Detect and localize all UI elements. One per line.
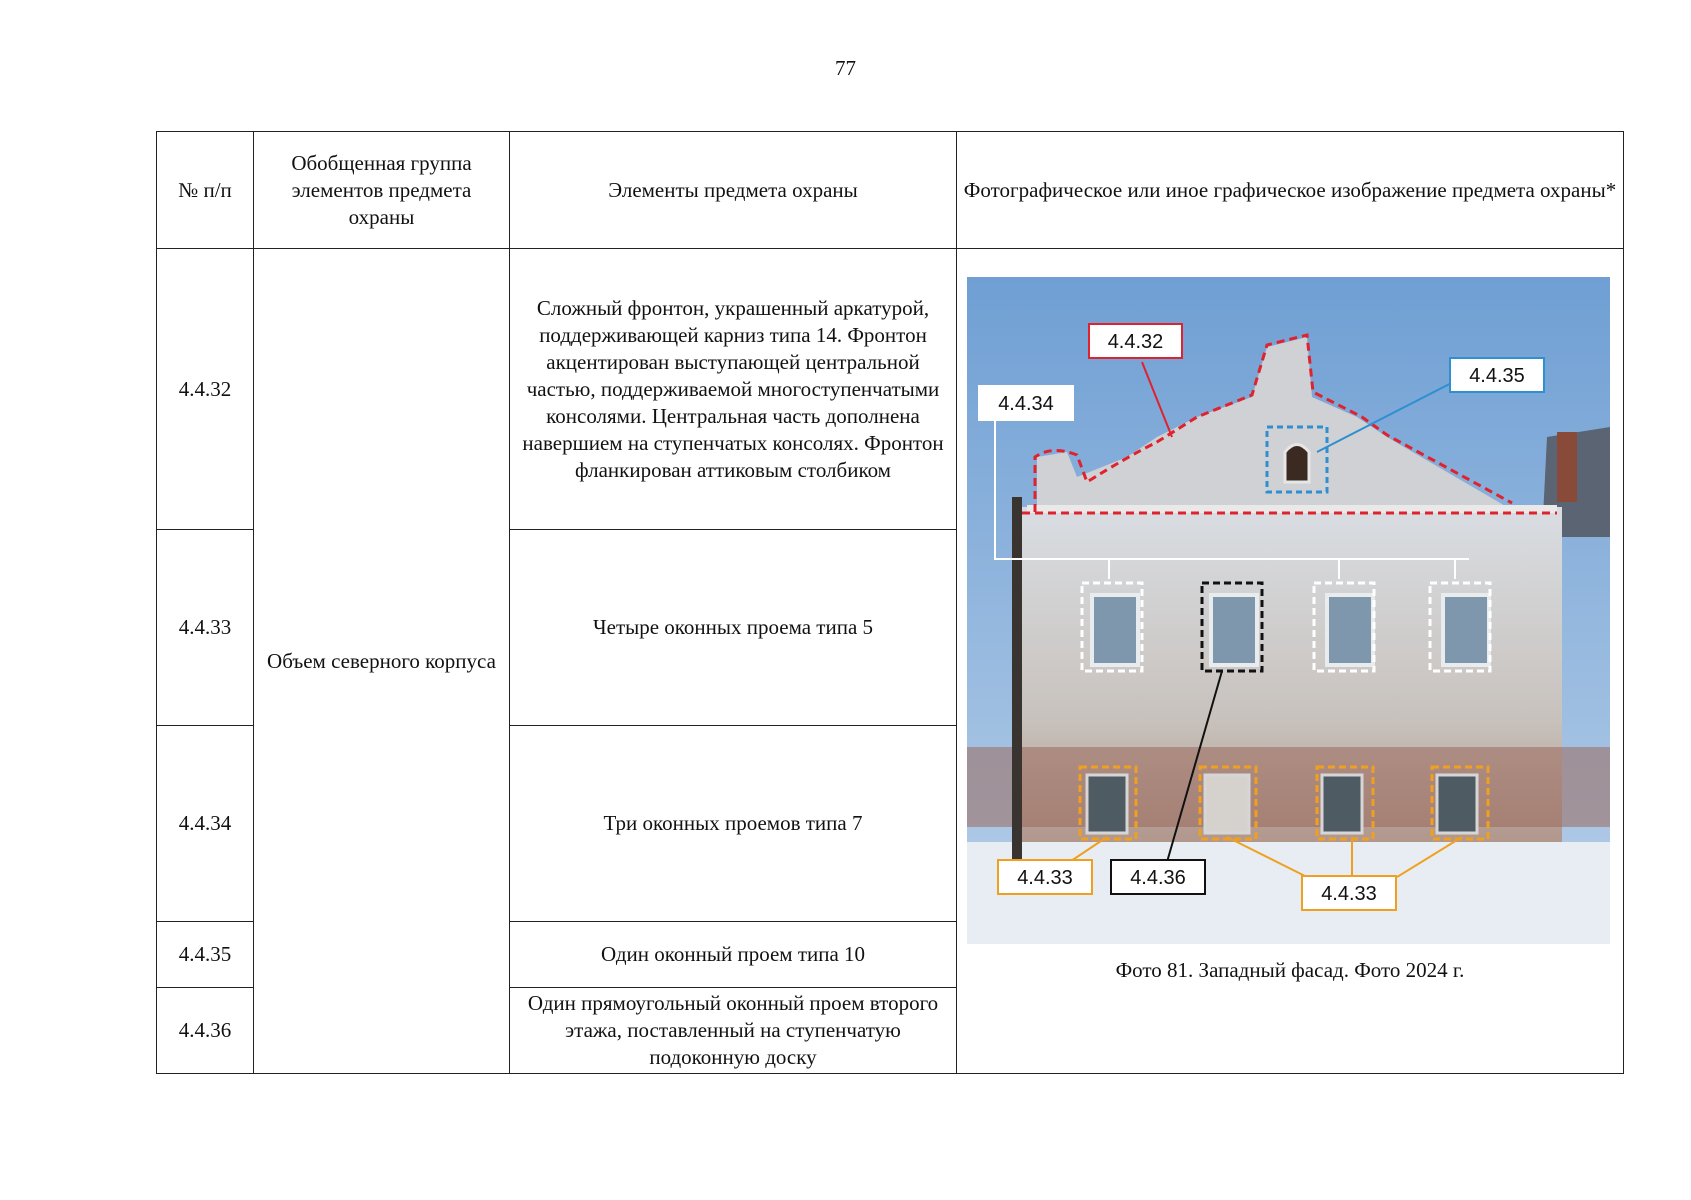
callout-red: 4.4.32 (1088, 323, 1183, 359)
row-number: 4.4.34 (157, 726, 254, 922)
protection-table (156, 131, 1624, 1074)
row-element: Сложный фронтон, украшенный аркатурой, поддерживающей карниз типа 14. Фронтон акцентирован выступающей центральной частью, поддерживаемой многоступенчатыми консолями. Центральная часть дополнена навершием на ступенчатых консолях. Фронтон фланкирован аттиковым столбиком (510, 249, 957, 530)
header-group: Обобщенная группа элементов предмета охраны (254, 132, 510, 249)
table-header-row (157, 132, 1624, 249)
row-number: 4.4.36 (157, 988, 254, 1074)
photo-caption: Фото 81. Западный фасад. Фото 2024 г. (1115, 958, 1465, 982)
callout-orange-left: 4.4.33 (997, 859, 1093, 895)
row-element: Один оконный проем типа 10 (510, 922, 957, 988)
table-row (157, 249, 1624, 530)
row-element: Один прямоугольный оконный проем второго этажа, поставленный на ступенчатую подоконную доску (510, 988, 957, 1074)
row-number: 4.4.35 (157, 922, 254, 988)
row-element: Четыре оконных проема типа 5 (510, 530, 957, 726)
group-cell: Объем северного корпуса (254, 249, 510, 1074)
page-number: 77 (835, 56, 856, 80)
row-number: 4.4.33 (157, 530, 254, 726)
header-image: Фотографическое или иное графическое изображение предмета охраны* (957, 132, 1624, 249)
photo-cell (957, 249, 1624, 1074)
header-elements: Элементы предмета охраны (510, 132, 957, 249)
callout-black: 4.4.36 (1110, 859, 1206, 895)
row-number: 4.4.32 (157, 249, 254, 530)
row-element: Три оконных проемов типа 7 (510, 726, 957, 922)
callout-white: 4.4.34 (978, 385, 1074, 421)
callout-blue: 4.4.35 (1449, 357, 1545, 393)
header-number: № п/п (157, 132, 254, 249)
callout-orange-right: 4.4.33 (1301, 875, 1397, 911)
